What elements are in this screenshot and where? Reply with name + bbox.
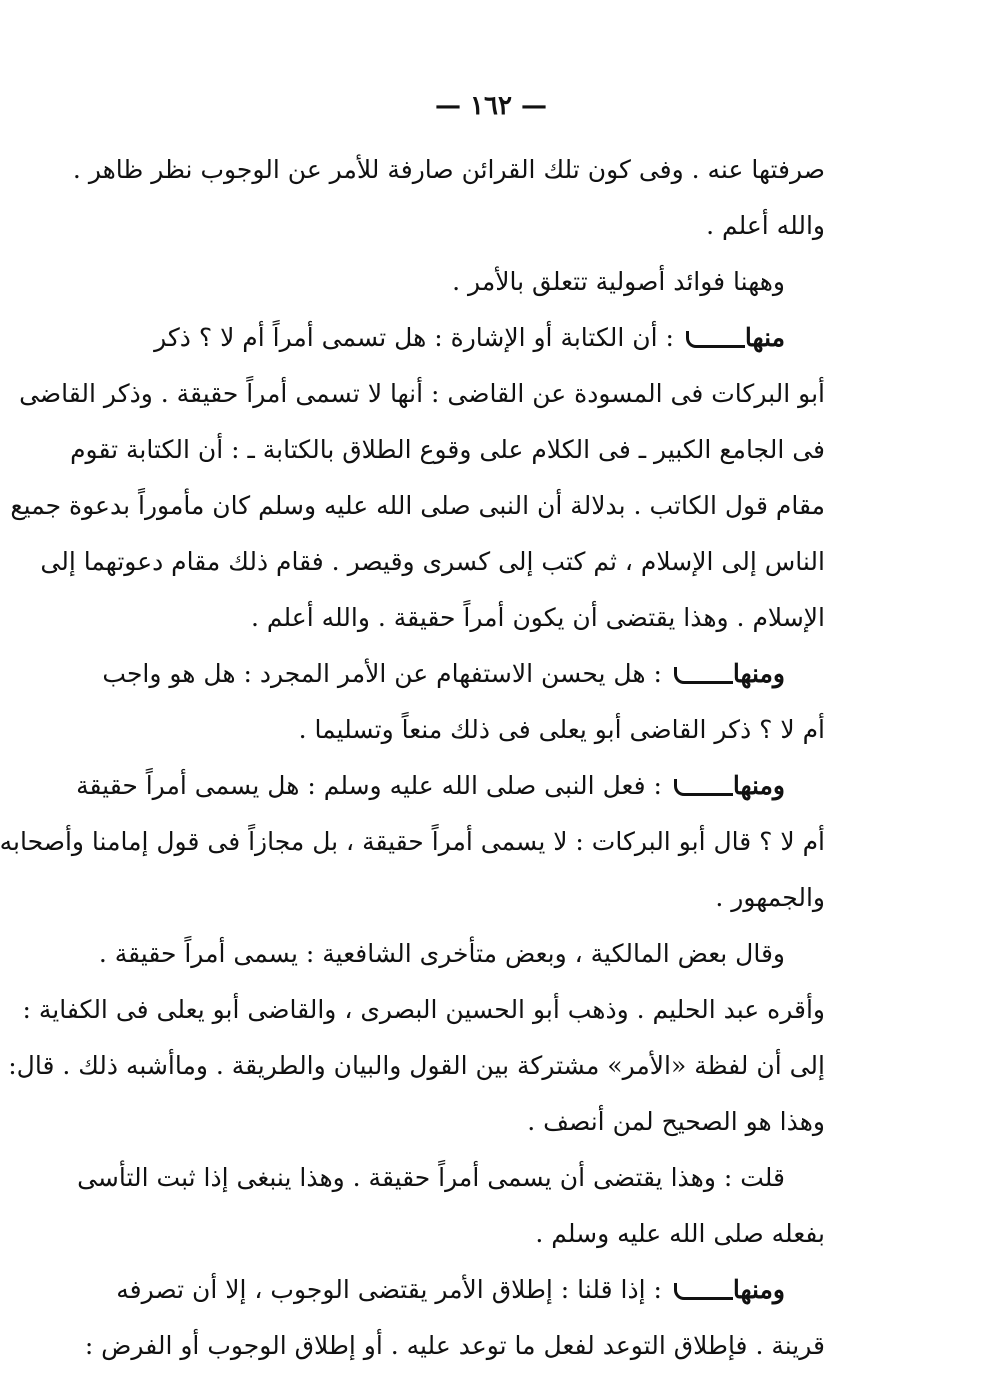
text-line: وقال بعض المالكية ، وبعض متأخرى الشافعية : يسمى أمراً حقيقة . bbox=[98, 939, 785, 968]
text-line bbox=[102, 646, 825, 702]
text-line: بفعله صلى الله عليه وسلم . bbox=[535, 1219, 825, 1248]
keyword-stretch-stroke bbox=[674, 1283, 733, 1300]
line-text: : هل يحسن الاستفهام عن الأمر المجرد : هل هو واجب bbox=[102, 659, 670, 688]
text-line: قلت : وهذا يقتضى أن يسمى أمراً حقيقة . وهذا ينبغى إذا ثبت التأسى bbox=[77, 1163, 785, 1192]
text-line: قرينة . فإطلاق التوعد لفعل ما توعد عليه . أو إطلاق الوجوب أو الفرض : bbox=[84, 1331, 825, 1360]
text-line: والجمهور . bbox=[715, 883, 825, 912]
text-line: وهذا هو الصحيح لمن أنصف . bbox=[527, 1107, 825, 1136]
section-keyword bbox=[682, 323, 785, 352]
line-text: : فعل النبى صلى الله عليه وسلم : هل يسمى أمراً حقيقة bbox=[76, 771, 670, 800]
line-text: : إذا قلنا : إطلاق الأمر يقتضى الوجوب ، إلا أن تصرفه bbox=[116, 1275, 670, 1304]
text-line: والله أعلم . bbox=[706, 211, 825, 240]
section-keyword bbox=[670, 771, 785, 800]
section-keyword-label: منها bbox=[744, 323, 785, 352]
section-keyword-label: ومنها bbox=[732, 771, 785, 800]
text-line: أم لا ؟ قال أبو البركات : لا يسمى أمراً حقيقة ، بل مجازاً فى قول إمامنا وأصحابه bbox=[0, 827, 825, 856]
text-line: مقام قول الكاتب . بدلالة أن النبى صلى الله عليه وسلم كان مأموراً بدعوة جميع bbox=[10, 491, 825, 520]
line-text: : أن الكتابة أو الإشارة : هل تسمى أمراً أم لا ؟ ذكر bbox=[154, 323, 682, 352]
section-keyword-label: ومنها bbox=[732, 1275, 785, 1304]
text-line bbox=[154, 310, 825, 366]
section-keyword-label: ومنها bbox=[732, 659, 785, 688]
text-line: فى الجامع الكبير ـ فى الكلام على وقوع الطلاق بالكتابة ـ : أن الكتابة تقوم bbox=[70, 435, 825, 464]
text-line: صرفتها عنه . وفى كون تلك القرائن صارفة للأمر عن الوجوب نظر ظاهر . bbox=[72, 155, 825, 184]
document-body bbox=[0, 142, 825, 1374]
text-line bbox=[116, 1262, 825, 1318]
section-keyword bbox=[670, 1275, 785, 1304]
keyword-stretch-stroke bbox=[674, 667, 733, 684]
page-number: — ١٦٢ — bbox=[434, 91, 548, 121]
section-keyword bbox=[670, 659, 785, 688]
text-line bbox=[76, 758, 825, 814]
text-line: الناس إلى الإسلام ، ثم كتب إلى كسرى وقيصر . فقام ذلك مقام دعوتهما إلى bbox=[40, 547, 825, 576]
keyword-stretch-stroke bbox=[674, 779, 733, 796]
text-line: أبو البركات فى المسودة عن القاضى : أنها لا تسمى أمراً حقيقة . وذكر القاضى bbox=[19, 379, 825, 408]
text-line: وأقره عبد الحليم . وذهب أبو الحسين البصرى ، والقاضى أبو يعلى فى الكفاية : bbox=[22, 995, 825, 1024]
text-line: وههنا فوائد أصولية تتعلق بالأمر . bbox=[452, 267, 785, 296]
text-line: إلى أن لفظة «الأمر» مشتركة بين القول والبيان والطريقة . وماأشبه ذلك . قال: bbox=[8, 1051, 825, 1080]
text-line: الإسلام . وهذا يقتضى أن يكون أمراً حقيقة . والله أعلم . bbox=[251, 603, 825, 632]
document-page bbox=[0, 82, 825, 1360]
keyword-stretch-stroke bbox=[686, 331, 745, 348]
text-line: أم لا ؟ ذكر القاضى أبو يعلى فى ذلك منعاً وتسليما . bbox=[298, 715, 825, 744]
